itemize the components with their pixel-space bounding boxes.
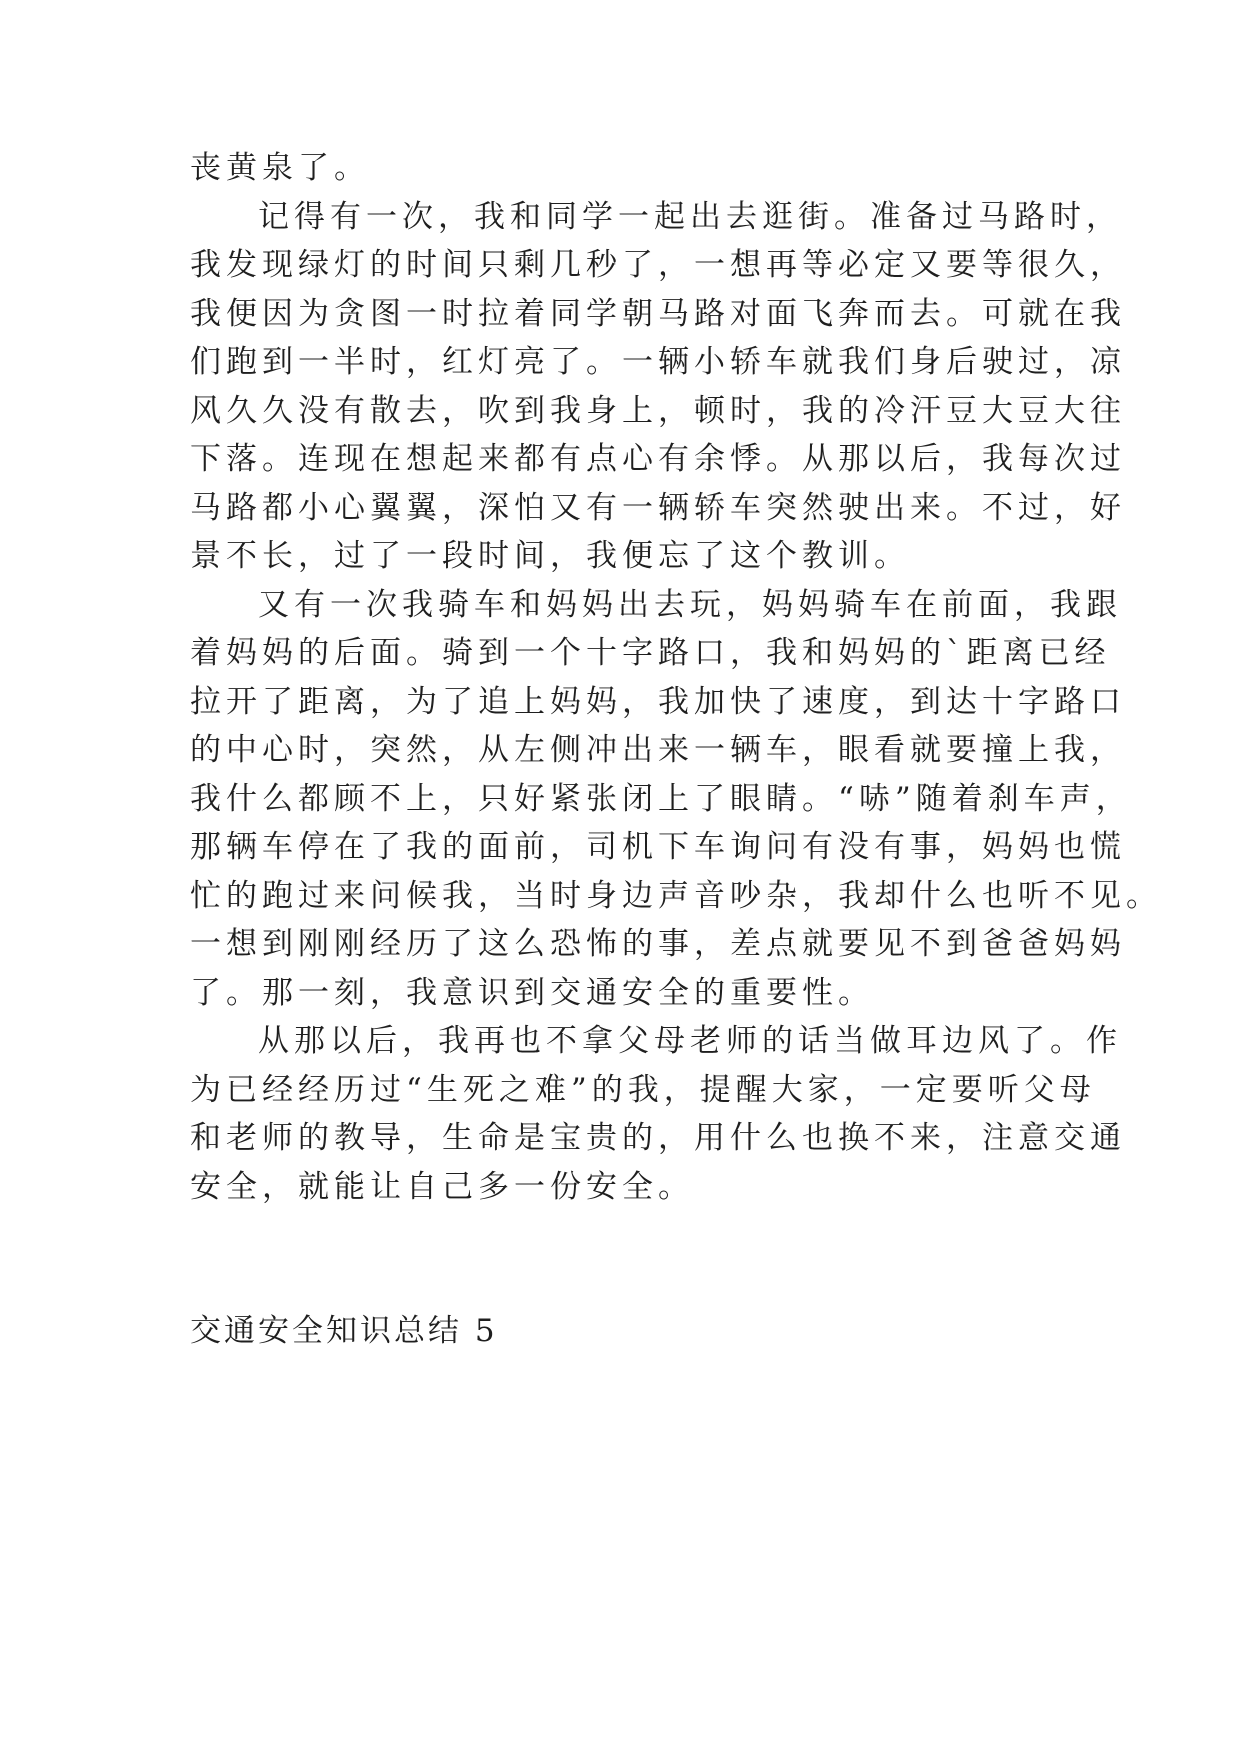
text-line: 丧黄泉了。: [190, 150, 370, 186]
text-line: 那辆车停在了我的面前，司机下车询问有没有事，妈妈也慌: [190, 829, 1126, 865]
text-line: 为已经经历过“生死之难”的我，提醒大家，一定要听父母: [190, 1071, 1096, 1108]
text-line: 忙的跑过来问候我，当时身边声音吵杂，我却什么也听不见。: [190, 877, 1162, 914]
text-line: 和老师的教导，生命是宝贵的，用什么也换不来，注意交通: [190, 1120, 1126, 1156]
text-line: 从那以后，我再也不拿父母老师的话当做耳边风了。作: [258, 1023, 1122, 1059]
text-line: 们跑到一半时，红灯亮了。一辆小轿车就我们身后驶过，凉: [190, 344, 1126, 380]
text-line: 我便因为贪图一时拉着同学朝马路对面飞奔而去。可就在我: [190, 295, 1126, 332]
text-line: 马路都小心翼翼，深怕又有一辆轿车突然驶出来。不过，好: [190, 489, 1126, 526]
paragraph-2: [190, 193, 1126, 581]
text-line: 风久久没有散去，吹到我身上，顿时，我的冷汗豆大豆大往: [190, 392, 1126, 429]
text-line: 的中心时，突然，从左侧冲出来一辆车，眼看就要撞上我，: [190, 732, 1126, 768]
text-line: 又有一次我骑车和妈妈出去玩，妈妈骑车在前面，我跟: [258, 586, 1122, 623]
text-line: 安全，就能让自己多一份安全。: [190, 1168, 694, 1205]
text-line: 拉开了距离，为了追上妈妈，我加快了速度，到达十字路口: [190, 683, 1126, 720]
text-line: 记得有一次，我和同学一起出去逛街。准备过马路时，: [258, 198, 1122, 235]
text-line: 景不长，过了一段时间，我便忘了这个教训。: [190, 538, 910, 574]
paragraph-1: [190, 144, 1058, 193]
text-line: 一想到刚刚经历了这么恐怖的事，差点就要见不到爸爸妈妈: [190, 926, 1126, 962]
text-line: 下落。连现在想起来都有点心有余悸。从那以后，我每次过: [190, 441, 1126, 477]
paragraph-3: [190, 581, 1162, 1018]
text-line: 我发现绿灯的时间只剩几秒了，一想再等必定又要等很久，: [190, 247, 1126, 283]
text-line: 我什么都顾不上，只好紧张闭上了眼睛。“哧”随着刹车声，: [190, 780, 1132, 817]
text-line: 了。那一刻，我意识到交通安全的重要性。: [190, 974, 874, 1011]
section-title: 交通安全知识总结 5: [190, 1313, 498, 1349]
paragraph-4: [190, 1017, 1126, 1211]
document-body: [190, 144, 1162, 1356]
text-line: 着妈妈的后面。骑到一个十字路口，我和妈妈的`距离已经: [190, 635, 1111, 671]
